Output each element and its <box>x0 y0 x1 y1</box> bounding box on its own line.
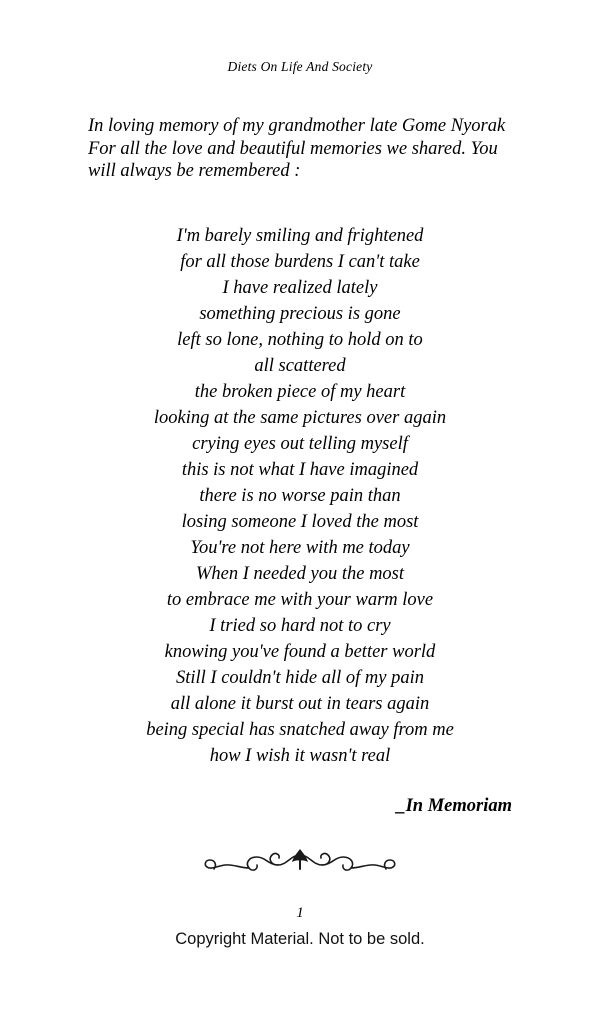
poem-attribution: _In Memoriam <box>396 795 512 816</box>
poem-line: left so lone, nothing to hold on to <box>177 329 423 350</box>
dedication-line: will always be remembered : <box>88 161 301 181</box>
dedication-line: In loving memory of my grandmother late Gome Nyorak <box>88 116 506 136</box>
poem-line: losing someone I loved the most <box>181 511 419 532</box>
poem-line: for all those burdens I can't take <box>180 251 420 272</box>
dedication-line: For all the love and beautiful memories we shared. You <box>88 138 498 159</box>
document-page <box>0 59 600 1019</box>
poem-line: being special has snatched away from me <box>146 719 454 740</box>
copyright-notice: Copyright Material. Not to be sold. <box>175 929 425 948</box>
poem-line: something precious is gone <box>199 303 401 324</box>
poem-line: You're not here with me today <box>190 537 410 558</box>
poem-line: I tried so hard not to cry <box>209 615 391 636</box>
poem-line: Still I couldn't hide all of my pain <box>175 667 425 688</box>
poem-line: I have realized lately <box>222 277 378 298</box>
poem-line: there is no worse pain than <box>199 485 401 506</box>
page-number: 1 <box>296 904 304 921</box>
poem-line: all scattered <box>254 355 346 376</box>
poem-block <box>0 223 600 769</box>
poem-line: When I needed you the most <box>195 563 405 584</box>
flourish-ornament-icon <box>0 843 600 887</box>
poem-line: crying eyes out telling myself <box>192 433 408 454</box>
poem-line: all alone it burst out in tears again <box>170 693 430 714</box>
running-head: Diets On Life And Society <box>227 59 373 74</box>
poem-line: knowing you've found a better world <box>164 641 436 662</box>
poem-line: I'm barely smiling and frightened <box>176 225 424 246</box>
poem-line: how I wish it wasn't real <box>209 745 391 766</box>
poem-line: to embrace me with your warm love <box>166 589 434 610</box>
poem-line: this is not what I have imagined <box>181 459 419 480</box>
poem-line: looking at the same pictures over again <box>153 407 447 428</box>
dedication-block <box>88 115 512 183</box>
poem-line: the broken piece of my heart <box>194 381 406 402</box>
